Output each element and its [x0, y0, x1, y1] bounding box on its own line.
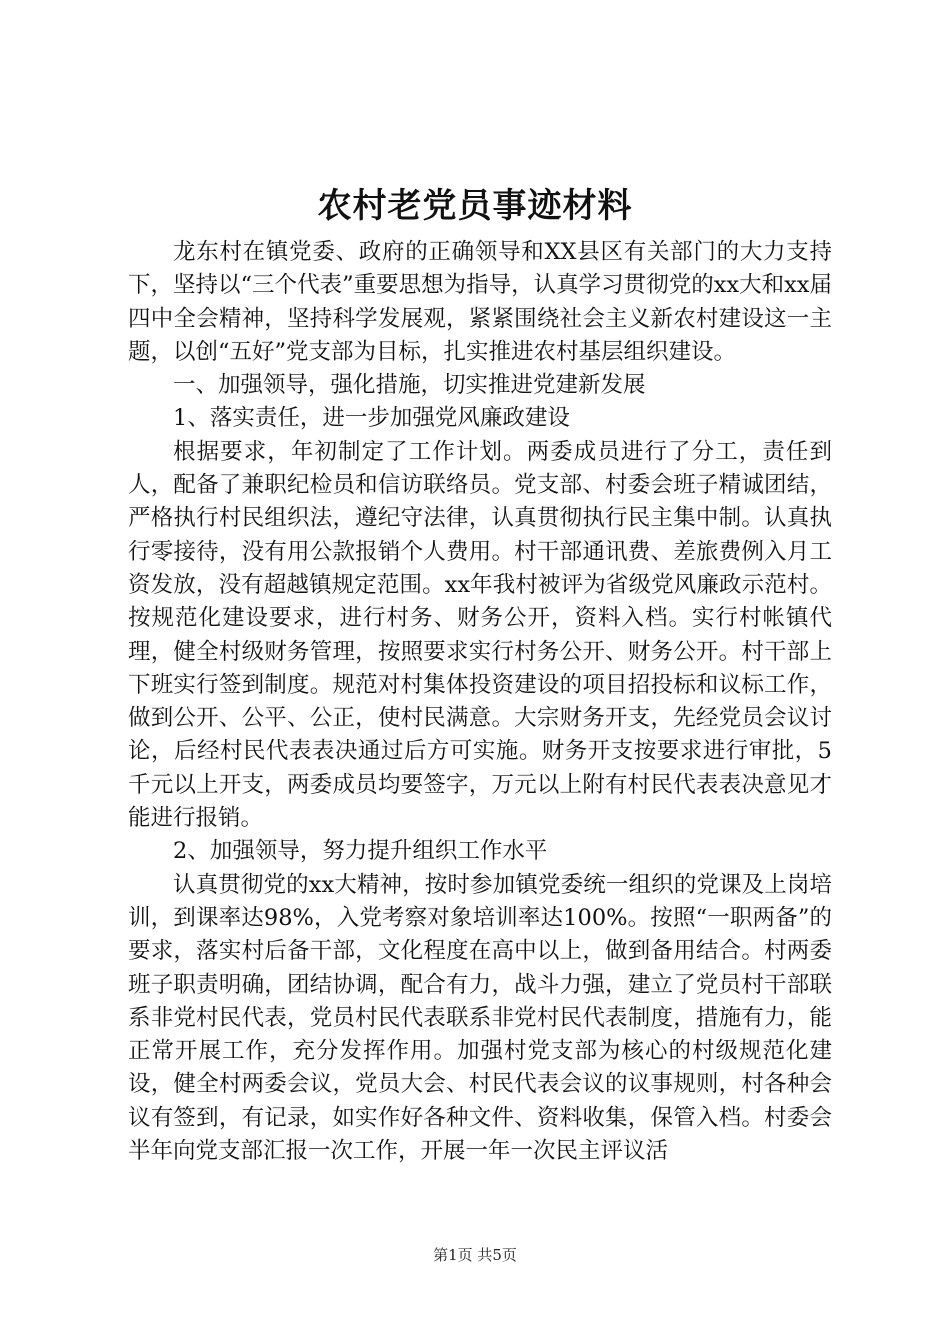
paragraph-organization: 认真贯彻党的xx大精神，按时参加镇党委统一组织的党课及上岗培训，到课率达98%，入党考察对象培训率达100%。按照“一职两备”的要求，落实村后备干部，文化程度在高中以上，做到备用结合。村两委班子职责明确，团结协调，配合有力，战斗力强，建立了党员村干部联系非党村民代表，党员村民代表联系非党村民代表制度，措施有力，能正常开展工作，充分发挥作用。加强村党支部为核心的村级规范化建设，健全村两委会议，党员大会、村民代表会议的议事规则，村各种会议有签到，有记录，如实作好各种文件、资料收集，保管入档。村委会半年向党支部汇报一次工作，开展一年一次民主评议活	[128, 871, 832, 1165]
page-footer: 第1页 共5页	[433, 1246, 517, 1264]
paragraph-intro: 龙东村在镇党委、政府的正确领导和XX县区有关部门的大力支持下，坚持以“三个代表”重要思想为指导，认真学习贯彻党的xx大和xx届四中全会精神，坚持科学发展观，紧紧围绕社会主义新农村建设这一主题，以创“五好”党支部为目标，扎实推进农村基层组织建设。	[128, 239, 832, 365]
section-heading-1: 一、加强领导，强化措施，切实推进党建新发展	[173, 372, 646, 399]
paragraph-discipline: 根据要求，年初制定了工作计划。两委成员进行了分工，责任到人，配备了兼职纪检员和信访联络员。党支部、村委会班子精诚团结，严格执行村民组织法，遵纪守法律，认真贯彻执行民主集中制。认真执行零接待，没有用公款报销个人费用。村干部通讯费、差旅费例入月工资发放，没有超越镇规定范围。xx年我村被评为省级党风廉政示范村。按规范化建设要求，进行村务、财务公开，资料入档。实行村帐镇代理，健全村级财务管理，按照要求实行村务公开、财务公开。村干部上下班实行签到制度。规范对村集体投资建设的项目招投标和议标工作，做到公开、公平、公正，使村民满意。大宗财务开支，先经党员会议讨论，后经村民代表表决通过后方可实施。财务开支按要求进行审批，5千元以上开支，两委成员均要签字，万元以上附有村民代表表决意见才能进行报销。	[128, 438, 832, 832]
subsection-heading-2: 2、加强领导，努力提升组织工作水平	[173, 838, 548, 865]
document-body	[128, 236, 832, 1168]
document-title: 农村老党员事迹材料	[317, 186, 633, 226]
subsection-heading-1: 1、落实责任，进一步加强党风廉政建设	[173, 405, 570, 432]
